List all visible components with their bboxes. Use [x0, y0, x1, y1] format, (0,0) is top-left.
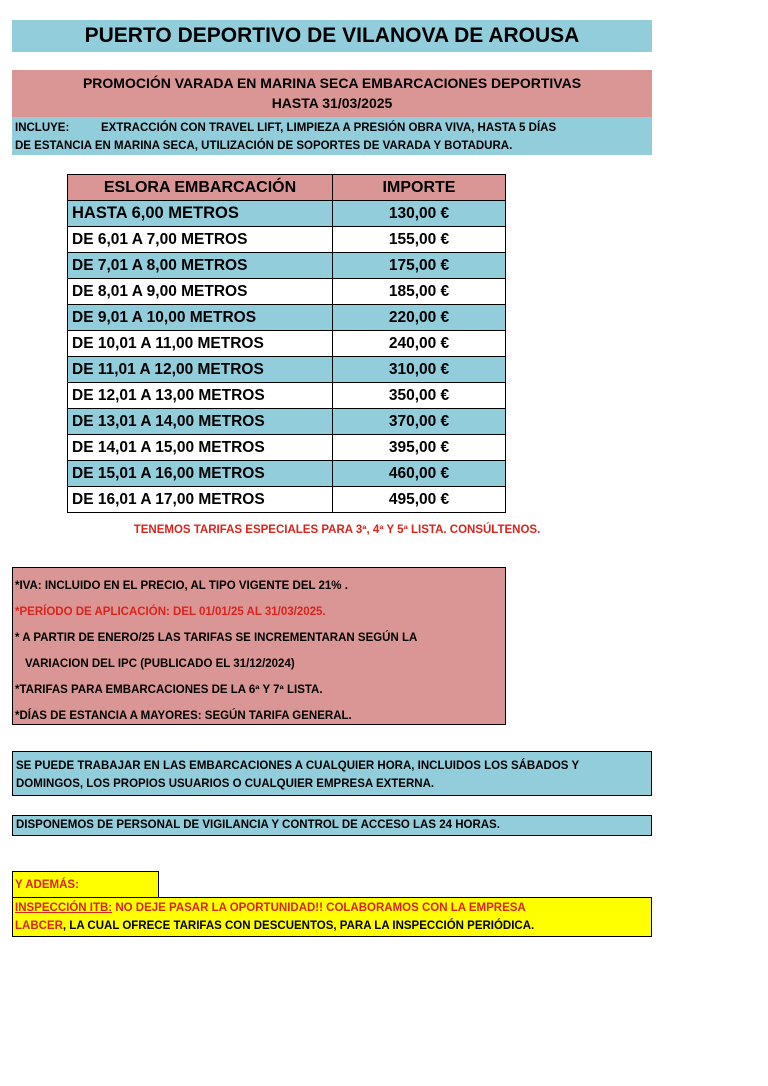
table-row	[68, 331, 506, 357]
eslora-cell: HASTA 6,00 METROS	[68, 201, 333, 227]
work-hours-box	[12, 751, 652, 796]
work-hours-line-2: DOMINGOS, LOS PROPIOS USUARIOS O CUALQUIER EMPRESA EXTERNA.	[16, 778, 435, 790]
conditions-box	[12, 567, 506, 725]
importe-cell: 370,00 €	[333, 409, 506, 435]
eslora-cell: DE 13,01 A 14,00 METROS	[68, 409, 333, 435]
importe-cell: 175,00 €	[333, 253, 506, 279]
itb-company: LABCER	[15, 920, 63, 932]
table-row	[68, 227, 506, 253]
table-row	[68, 357, 506, 383]
itb-label: INSPECCIÓN ITB:	[15, 902, 113, 914]
importe-cell: 495,00 €	[333, 487, 506, 513]
eslora-cell: DE 16,01 A 17,00 METROS	[68, 487, 333, 513]
importe-cell: 240,00 €	[333, 331, 506, 357]
promo-line-2: HASTA 31/03/2025	[271, 95, 393, 111]
eslora-cell: DE 11,01 A 12,00 METROS	[68, 357, 333, 383]
table-row	[68, 409, 506, 435]
importe-cell: 310,00 €	[333, 357, 506, 383]
header-eslora: ESLORA EMBARCACIÓN	[68, 175, 333, 201]
ademas-label: Y ADEMÁS:	[12, 871, 159, 898]
importe-cell: 395,00 €	[333, 435, 506, 461]
note-iva: *IVA: INCLUIDO EN EL PRECIO, AL TIPO VIGENTE DEL 21% .	[15, 580, 348, 592]
importe-cell: 185,00 €	[333, 279, 506, 305]
importe-cell: 350,00 €	[333, 383, 506, 409]
eslora-cell: DE 15,01 A 16,00 METROS	[68, 461, 333, 487]
eslora-cell: DE 8,01 A 9,00 METROS	[68, 279, 333, 305]
itb-line-1	[15, 899, 649, 917]
includes-text-2: DE ESTANCIA EN MARINA SECA, UTILIZACIÓN DE SOPORTES DE VARADA Y BOTADURA.	[15, 140, 513, 152]
eslora-cell: DE 10,01 A 11,00 METROS	[68, 331, 333, 357]
note-periodo: *PERÍODO DE APLICACIÓN: DEL 01/01/25 AL 31/03/2025.	[15, 606, 326, 618]
itb-text-2: , LA CUAL OFRECE TARIFAS CON DESCUENTOS, PARA LA INSPECCIÓN PERIÓDICA.	[62, 920, 535, 932]
promo-line-1: PROMOCIÓN VARADA EN MARINA SECA EMBARCACIONES DEPORTIVAS	[82, 75, 582, 91]
table-row	[68, 279, 506, 305]
security-box: DISPONEMOS DE PERSONAL DE VIGILANCIA Y CONTROL DE ACCESO LAS 24 HORAS.	[12, 815, 652, 836]
note-tarifas: *TARIFAS PARA EMBARCACIONES DE LA 6ª Y 7ª LISTA.	[15, 684, 323, 696]
eslora-cell: DE 12,01 A 13,00 METROS	[68, 383, 333, 409]
includes-label: INCLUYE:	[15, 122, 70, 134]
header-importe: IMPORTE	[333, 175, 506, 201]
note-enero: * A PARTIR DE ENERO/25 LAS TARIFAS SE INCREMENTARAN SEGÚN LA	[15, 632, 418, 644]
note-ipc: VARIACION DEL IPC (PUBLICADO EL 31/12/2024)	[25, 658, 295, 670]
importe-cell: 130,00 €	[333, 201, 506, 227]
eslora-cell: DE 9,01 A 10,00 METROS	[68, 305, 333, 331]
table-row	[68, 435, 506, 461]
includes-box	[12, 117, 652, 155]
eslora-cell: DE 6,01 A 7,00 METROS	[68, 227, 333, 253]
includes-text-1: EXTRACCIÓN CON TRAVEL LIFT, LIMPIEZA A PRESIÓN OBRA VIVA, HASTA 5 DÍAS	[101, 122, 557, 134]
table-row	[68, 253, 506, 279]
promo-banner	[12, 70, 652, 117]
table-row	[68, 487, 506, 513]
includes-line-1	[15, 119, 649, 137]
eslora-cell: DE 7,01 A 8,00 METROS	[68, 253, 333, 279]
page-title: PUERTO DEPORTIVO DE VILANOVA DE AROUSA	[12, 20, 652, 52]
itb-line-2	[15, 917, 649, 935]
table-row	[68, 461, 506, 487]
itb-text-1: NO DEJE PASAR LA OPORTUNIDAD!! COLABORAMOS CON LA EMPRESA	[112, 902, 526, 914]
importe-cell: 220,00 €	[333, 305, 506, 331]
rates-table	[67, 174, 506, 513]
table-row	[68, 383, 506, 409]
itb-box	[12, 897, 652, 937]
note-dias: *DÍAS DE ESTANCIA A MAYORES: SEGÚN TARIFA GENERAL.	[15, 710, 352, 722]
importe-cell: 155,00 €	[333, 227, 506, 253]
table-row	[68, 305, 506, 331]
eslora-cell: DE 14,01 A 15,00 METROS	[68, 435, 333, 461]
importe-cell: 460,00 €	[333, 461, 506, 487]
special-rates-note: TENEMOS TARIFAS ESPECIALES PARA 3ª, 4ª Y 5ª LISTA. CONSÚLTENOS.	[133, 524, 541, 536]
rates-header-row	[68, 175, 506, 201]
work-hours-line-1: SE PUEDE TRABAJAR EN LAS EMBARCACIONES A CUALQUIER HORA, INCLUIDOS LOS SÁBADOS Y	[16, 760, 580, 772]
table-row	[68, 201, 506, 227]
